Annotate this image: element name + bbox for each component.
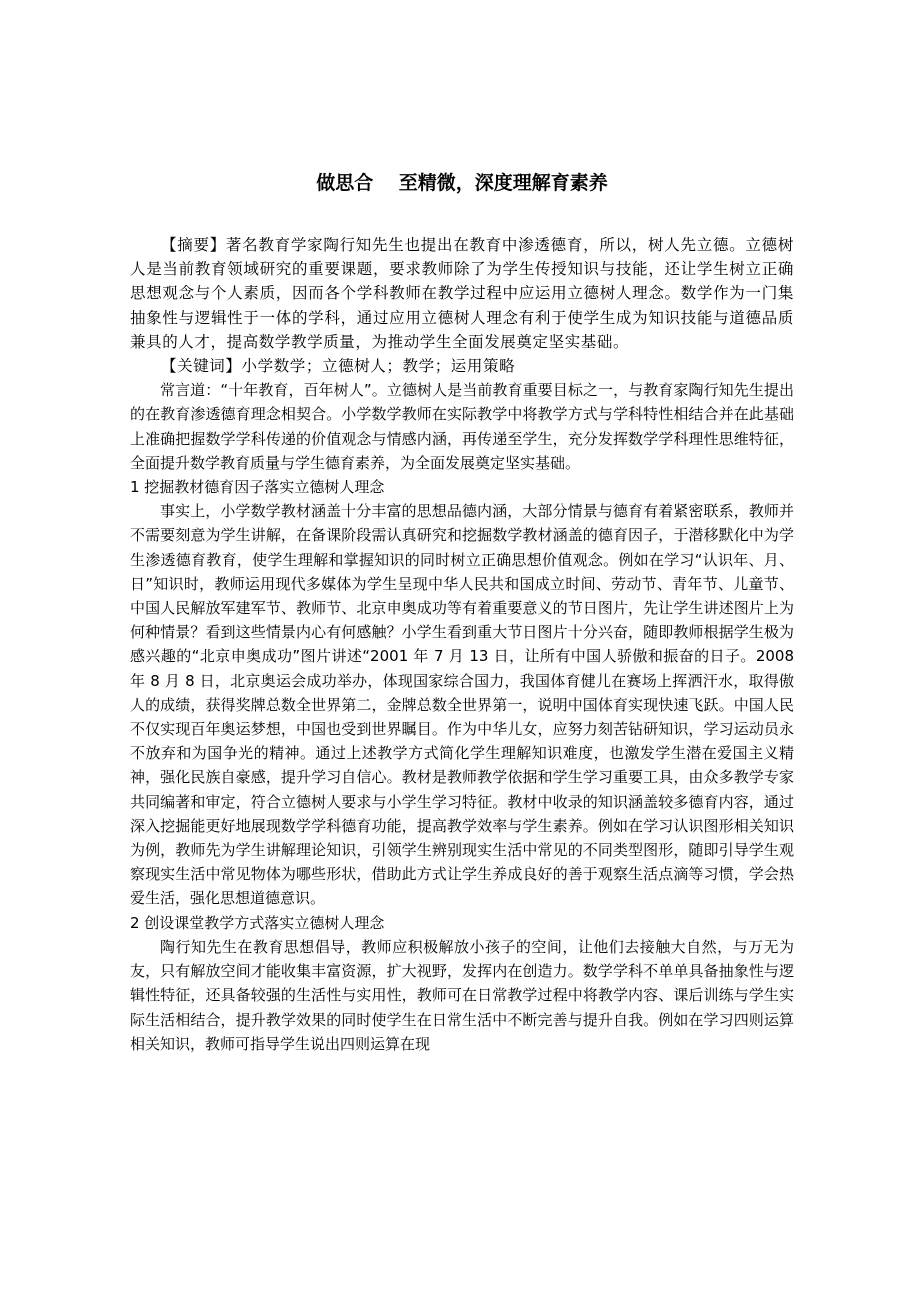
section-1-body: 事实上，小学数学教材涵盖十分丰富的思想品德内涵，大部分情景与德育有着紧密联系，教师并不需要刻意为学生讲解，在备课阶段需认真研究和挖掘数学教材涵盖的德育因子，于潜移默化中为学生渗透德育教育，使学生理解和掌握知识的同时树立正确思想价值观念。例如在学习“认识年、月、日”知识时，教师运用现代多媒体为学生呈现中华人民共和国成立时间、劳动节、青年节、儿童节、中国人民解放军建军节、教师节、北京申奥成功等有着重要意义的节日图片，先让学生讲述图片上为何种情景？看到这些情景内心有何感触？小学生看到重大节日图片十分兴奋，随即教师根据学生极为感兴趣的“北京申奥成功”图片讲述“2001 年 7 月 13 日，让所有中国人骄傲和振奋的日子。2008 年 8 月 8 日，北京奥运会成功举办，体现国家综合国力，我国体育健儿在赛场上挥洒汗水，取得傲人的成绩，获得奖牌总数全世界第二，金牌总数全世界第一，说明中国体育实现快速飞跃。中国人民不仅实现百年奥运梦想，中国也受到世界瞩目。作为中华儿女，应努力刻苦钻研知识，学习运动员永不放弃和为国争光的精神。通过上述教学方式简化学生理解知识难度，也激发学生潜在爱国主义精神，强化民族自豪感，提升学习自信心。教材是教师教学依据和学生学习重要工具，由众多教学专家共同编著和审定，符合立德树人要求与小学生学习特征。教材中收录的知识涵盖较多德育内容，通过深入挖掘能更好地展现数学学科德育功能，提高教学效率与学生素养。例如在学习认识图形相关知识为例，教师先为学生讲解理论知识，引领学生辨别现实生活中常见的不同类型图形，随即引导学生观察现实生活中常见物体为哪些形状，借助此方式让学生养成良好的善于观察生活点滴等习惯，学会热爱生活，强化思想道德意识。 xyxy=(130,502,794,908)
intro-paragraph: 常言道：“十年教育，百年树人”。立德树人是当前教育重要目标之一，与教育家陶行知先生提出的在教育渗透德育理念相契合。小学数学教师在实际教学中将教学方式与学科特性相结合并在此基础上准确把握数学学科传递的价值观念与情感内涵，再传递至学生，充分发挥数学学科理性思维特征，全面提升数学教育质量与学生德育素养，为全面发展奠定坚实基础。 xyxy=(130,381,794,472)
section-2-body: 陶行知先生在教育思想倡导，教师应积极解放小孩子的空间，让他们去接触大自然，与万无为友，只有解放空间才能收集丰富资源，扩大视野，发挥内在创造力。数学学科不单单具备抽象性与逻辑性特征，还具备较强的生活性与实用性，教师可在日常教学过程中将教学内容、课后训练与学生实际生活相结合，提升教学效果的同时使学生在日常生活中不断完善与提升自我。例如在学习四则运算相关知识，教师可指导学生说出四则运算在现 xyxy=(130,937,794,1053)
section-1-heading: 1 挖掘教材德育因子落实立德树人理念 xyxy=(130,478,385,497)
abstract-paragraph: 【摘要】著名教育学家陶行知先生也提出在教育中渗透德育，所以，树人先立德。立德树人是当前教育领域研究的重要课题，要求教师除了为学生传授知识与技能，还让学生树立正确思想观念与个人素质，因而各个学科教师在教学过程中应运用立德树人理念。数学作为一门集抽象性与逻辑性于一体的学科，通过应用立德树人理念有利于使学生成为知识技能与道德品质兼具的人才，提高数学教学质量，为推动学生全面发展奠定坚实基础。 xyxy=(130,236,794,351)
section-2-heading: 2 创设课堂教学方式落实立德树人理念 xyxy=(130,913,385,932)
document-title: 做思合 至精微，深度理解育素养 xyxy=(316,172,608,194)
keywords-line: 【关键词】小学数学；立德树人；教学；运用策略 xyxy=(161,357,516,376)
